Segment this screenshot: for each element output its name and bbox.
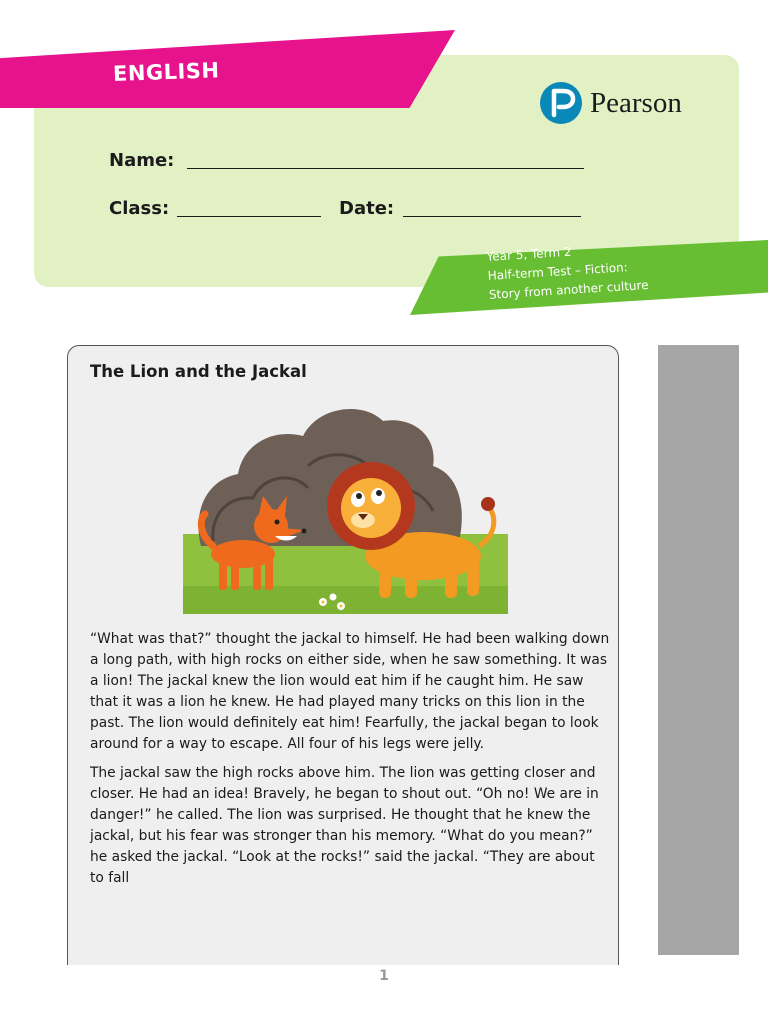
story-body (90, 629, 610, 897)
term-line-2: Half-term Test – Fiction: (487, 260, 629, 283)
side-bar (658, 345, 739, 955)
subject-banner (0, 30, 455, 108)
story-title: The Lion and the Jackal (90, 362, 307, 381)
subject-label: ENGLISH (112, 58, 220, 86)
term-line-1: Year 5, Term 2 (486, 244, 572, 264)
story-paragraph-1: “What was that?” thought the jackal to himself. He had been walking down a long path, with high rocks on either side, when he saw something. It was a lion! The jackal knew the lion would eat him if he caught him. He saw that it was a lion he knew. He had played many tricks on this lion in the past. The lion would definitely eat him! Fearfully, the jackal began to look around for a way to escape. All four of his legs were jelly. (90, 631, 610, 752)
term-text (486, 238, 649, 305)
story-paragraph-2: The jackal saw the high rocks above him. The lion was getting closer and closer. He had an idea! Bravely, he began to shout out. “Oh no! We are in danger!” he called. The lion was surprised. He thought that he knew the jackal, but his fear was stronger than his memory. “What do you mean?” he asked the jackal. “Look at the rocks!” said the jackal. “They are about to fall (90, 765, 599, 886)
pearson-p-icon (540, 82, 582, 124)
story-box (67, 345, 619, 965)
name-label: Name: (109, 150, 175, 171)
lion-and-jackal-illustration (183, 396, 508, 614)
pearson-wordmark: Pearson (590, 86, 682, 119)
class-input-line[interactable] (177, 216, 321, 217)
term-line-3: Story from another culture (488, 277, 649, 302)
class-label: Class: (109, 198, 170, 219)
name-input-line[interactable] (187, 168, 584, 169)
date-input-line[interactable] (403, 216, 581, 217)
pearson-logo (540, 82, 682, 124)
page-number: 1 (379, 968, 389, 984)
date-label: Date: (339, 198, 395, 219)
